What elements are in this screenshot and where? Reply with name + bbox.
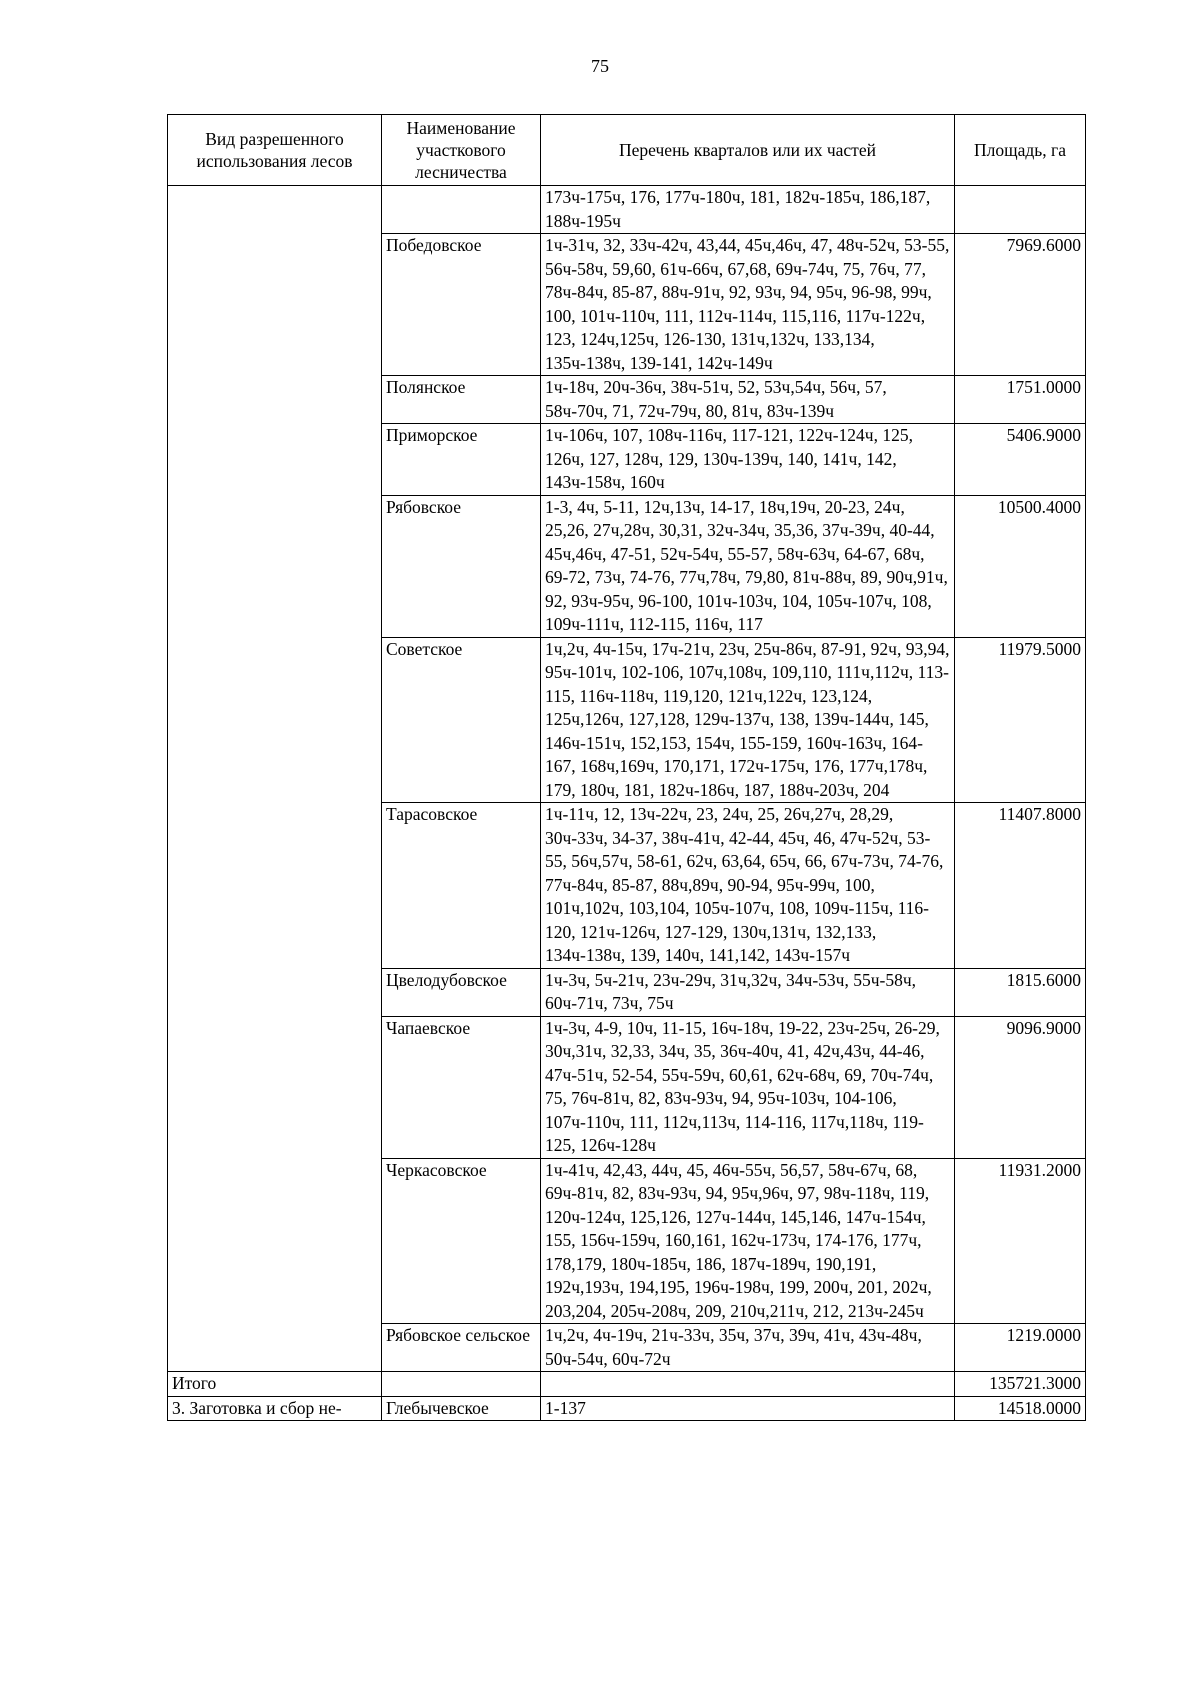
forestry-cell: [382, 186, 541, 234]
quarters-cell: 1ч-31ч, 32, 33ч-42ч, 43,44, 45ч,46ч, 47, 48ч-52ч, 53-55, 56ч-58ч, 59,60, 61ч-66ч, 67,68, 69ч-74ч, 75, 76ч, 77, 78ч-84ч, 85-87, 88ч-91ч, 92, 93ч, 94, 95ч, 96-98, 99ч, 100, 101ч-110ч, 111, 112ч-114ч, 115,116, 117ч-122ч, 123, 124ч,125ч, 126-130, 131ч,132ч, 133,134, 135ч-138ч, 139-141, 142ч-149ч: [541, 234, 955, 376]
forestry-cell: Чапаевское: [382, 1016, 541, 1158]
quarters-cell: 1-3, 4ч, 5-11, 12ч,13ч, 14-17, 18ч,19ч, 20-23, 24ч, 25,26, 27ч,28ч, 30,31, 32ч-34ч, 35,36, 37ч-39ч, 40-44, 45ч,46ч, 47-51, 52ч-54ч, 55-57, 58ч-63ч, 64-67, 68ч, 69-72, 73ч, 74-76, 77ч,78ч, 79,80, 81ч-88ч, 89, 90ч,91ч, 92, 93ч-95ч, 96-100, 101ч-103ч, 104, 105ч-107ч, 108, 109ч-111ч, 112-115, 116ч, 117: [541, 495, 955, 637]
forestry-cell: Глебычевское: [382, 1396, 541, 1421]
area-cell: 7969.6000: [955, 234, 1086, 376]
quarters-cell: 1ч-3ч, 5ч-21ч, 23ч-29ч, 31ч,32ч, 34ч-53ч, 55ч-58ч, 60ч-71ч, 73ч, 75ч: [541, 968, 955, 1016]
forestry-cell: Приморское: [382, 424, 541, 496]
quarters-cell: 1ч-18ч, 20ч-36ч, 38ч-51ч, 52, 53ч,54ч, 56ч, 57, 58ч-70ч, 71, 72ч-79ч, 80, 81ч, 83ч-139ч: [541, 376, 955, 424]
total-forestry-cell-empty: [382, 1372, 541, 1397]
quarters-cell: 1ч,2ч, 4ч-19ч, 21ч-33ч, 35ч, 37ч, 39ч, 41ч, 43ч-48ч, 50ч-54ч, 60ч-72ч: [541, 1324, 955, 1372]
area-cell: [955, 186, 1086, 234]
table-row: [168, 186, 1086, 234]
area-cell: 1815.6000: [955, 968, 1086, 1016]
area-cell: 11407.8000: [955, 803, 1086, 969]
header-forestry: Наименование участкового лесничества: [382, 115, 541, 186]
area-cell: 1751.0000: [955, 376, 1086, 424]
header-use-type: Вид разрешенного использования лесов: [168, 115, 382, 186]
header-area: Площадь, га: [955, 115, 1086, 186]
page-number: 75: [591, 56, 609, 76]
use-type-cell-empty: [168, 186, 382, 1372]
forestry-cell: Полянское: [382, 376, 541, 424]
area-cell: 11979.5000: [955, 637, 1086, 803]
quarters-cell: 173ч-175ч, 176, 177ч-180ч, 181, 182ч-185ч, 186,187, 188ч-195ч: [541, 186, 955, 234]
quarters-cell: 1-137: [541, 1396, 955, 1421]
quarters-cell: 1ч-41ч, 42,43, 44ч, 45, 46ч-55ч, 56,57, 58ч-67ч, 68, 69ч-81ч, 82, 83ч-93ч, 94, 95ч,96ч, 97, 98ч-118ч, 119, 120ч-124ч, 125,126, 127ч-144ч, 145,146, 147ч-154ч, 155, 156ч-159ч, 160,161, 162ч-173ч, 174-176, 177ч, 178,179, 180ч-185ч, 186, 187ч-189ч, 190,191, 192ч,193ч, 194,195, 196ч-198ч, 199, 200ч, 201, 202ч, 203,204, 205ч-208ч, 209, 210ч,211ч, 212, 213ч-245ч: [541, 1158, 955, 1324]
area-cell: 1219.0000: [955, 1324, 1086, 1372]
header-quarters: Перечень кварталов или их частей: [541, 115, 955, 186]
forestry-cell: Черкасовское: [382, 1158, 541, 1324]
total-quarters-cell-empty: [541, 1372, 955, 1397]
quarters-cell: 1ч-11ч, 12, 13ч-22ч, 23, 24ч, 25, 26ч,27ч, 28,29, 30ч-33ч, 34-37, 38ч-41ч, 42-44, 45ч, 46, 47ч-52ч, 53-55, 56ч,57ч, 58-61, 62ч, 63,64, 65ч, 66, 67ч-73ч, 74-76, 77ч-84ч, 85-87, 88ч,89ч, 90-94, 95ч-99ч, 100, 101ч,102ч, 103,104, 105ч-107ч, 108, 109ч-115ч, 116-120, 121ч-126ч, 127-129, 130ч,131ч, 132,133, 134ч-138ч, 139, 140ч, 141,142, 143ч-157ч: [541, 803, 955, 969]
area-cell: 11931.2000: [955, 1158, 1086, 1324]
forestry-cell: Цвелодубовское: [382, 968, 541, 1016]
forestry-cell: Рябовское сельское: [382, 1324, 541, 1372]
quarters-cell: 1ч-3ч, 4-9, 10ч, 11-15, 16ч-18ч, 19-22, 23ч-25ч, 26-29, 30ч,31ч, 32,33, 34ч, 35, 36ч-40ч, 41, 42ч,43ч, 44-46, 47ч-51ч, 52-54, 55ч-59ч, 60,61, 62ч-68ч, 69, 70ч-74ч, 75, 76ч-81ч, 82, 83ч-93ч, 94, 95ч-103ч, 104-106, 107ч-110ч, 111, 112ч,113ч, 114-116, 117ч,118ч, 119-125, 126ч-128ч: [541, 1016, 955, 1158]
forestry-cell: Советское: [382, 637, 541, 803]
area-cell: 10500.4000: [955, 495, 1086, 637]
area-cell: 5406.9000: [955, 424, 1086, 496]
forestry-cell: Рябовское: [382, 495, 541, 637]
forestry-cell: Победовское: [382, 234, 541, 376]
total-area-cell: 135721.3000: [955, 1372, 1086, 1397]
forestry-cell: Тарасовское: [382, 803, 541, 969]
quarters-cell: 1ч,2ч, 4ч-15ч, 17ч-21ч, 23ч, 25ч-86ч, 87-91, 92ч, 93,94, 95ч-101ч, 102-106, 107ч,108ч, 109,110, 111ч,112ч, 113-115, 116ч-118ч, 119,120, 121ч,122ч, 123,124, 125ч,126ч, 127,128, 129ч-137ч, 138, 139ч-144ч, 145, 146ч-151ч, 152,153, 154ч, 155-159, 160ч-163ч, 164-167, 168ч,169ч, 170,171, 172ч-175ч, 176, 177ч,178ч, 179, 180ч, 181, 182ч-186ч, 187, 188ч-203ч, 204: [541, 637, 955, 803]
forest-quarters-table: [167, 114, 1086, 1421]
total-row: [168, 1372, 1086, 1397]
table-row: [168, 1396, 1086, 1421]
area-cell: 14518.0000: [955, 1396, 1086, 1421]
table-header-row: [168, 115, 1086, 186]
total-label-cell: Итого: [168, 1372, 382, 1397]
area-cell: 9096.9000: [955, 1016, 1086, 1158]
use-type-cell: 3. Заготовка и сбор не-: [168, 1396, 382, 1421]
quarters-cell: 1ч-106ч, 107, 108ч-116ч, 117-121, 122ч-124ч, 125, 126ч, 127, 128ч, 129, 130ч-139ч, 140, 141ч, 142, 143ч-158ч, 160ч: [541, 424, 955, 496]
